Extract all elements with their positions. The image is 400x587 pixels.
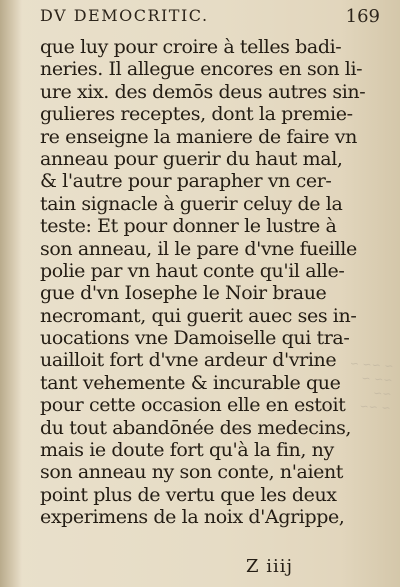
body-text: [40, 36, 384, 529]
text-line: gue d'vn Iosephe le Noir braue: [40, 282, 327, 305]
running-title: DV DEMOCRITIC.: [40, 6, 209, 25]
text-line: polie par vn haut conte qu'il alle-: [40, 259, 345, 282]
binding-gutter: [0, 0, 22, 587]
text-line: re enseigne la maniere de faire vn: [40, 125, 357, 148]
bleed-through-marks: ~ ~~ ~ ~~ ~ ~~ ~ ~~: [349, 356, 394, 415]
text-line: tant vehemente & incurable que: [40, 371, 341, 394]
text-line: son anneau ny son conte, n'aient: [40, 461, 344, 484]
page-number: 169: [345, 6, 380, 27]
text-line: pour cette occasion elle en estoit: [40, 394, 346, 417]
text-line: gulieres receptes, dont la premie-: [40, 103, 353, 126]
text-line: du tout abandōnée des medecins,: [40, 416, 352, 439]
text-line: uocations vne Damoiselle qui tra-: [40, 327, 350, 350]
text-line: experimens de la noix d'Agrippe,: [40, 506, 345, 529]
signature-mark: Z iiij: [246, 556, 294, 577]
text-line: neries. Il allegue encores en son li-: [40, 58, 363, 81]
text-line: que luy pour croire à telles badi-: [40, 36, 342, 58]
text-line: tain signacle à guerir celuy de la: [40, 192, 343, 215]
running-head: [36, 6, 388, 32]
text-line: & l'autre pour parapher vn cer-: [40, 170, 332, 193]
text-line: anneau pour guerir du haut mal,: [40, 147, 343, 170]
text-line: mais ie doute fort qu'à la fin, ny: [40, 439, 334, 462]
text-line: point plus de vertu que les deux: [40, 483, 337, 506]
text-line: son anneau, il le pare d'vne fueille: [40, 237, 357, 260]
text-line: uailloit fort d'vne ardeur d'vrine: [40, 349, 337, 372]
text-line: teste: Et pour donner le lustre à: [40, 215, 337, 238]
text-line: ure xix. des demōs deus autres sin-: [40, 80, 366, 103]
text-line: necromant, qui guerit auec ses in-: [40, 304, 357, 327]
